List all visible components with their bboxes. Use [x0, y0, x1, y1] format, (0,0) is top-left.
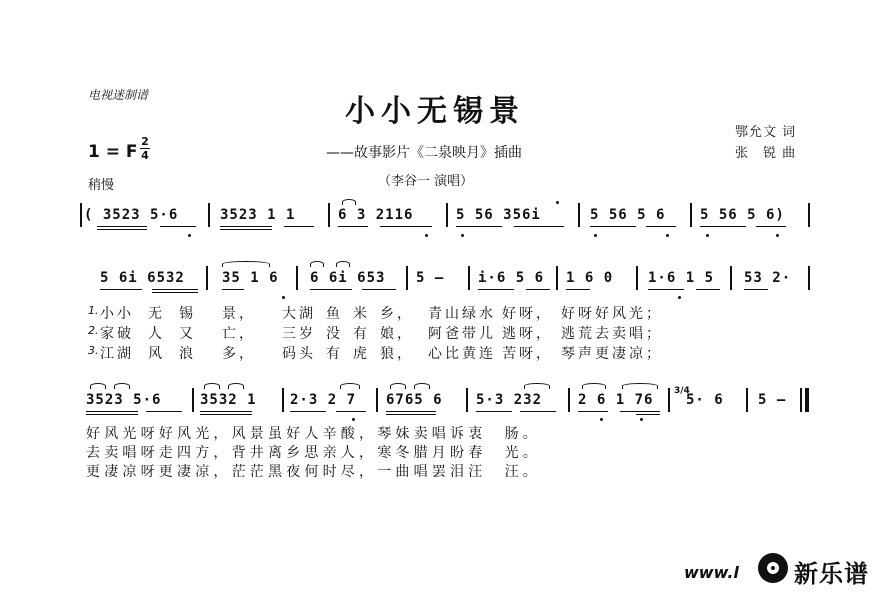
lyric-word: 青山绿水	[428, 306, 496, 322]
lyric-word: 逃呀，	[502, 326, 553, 342]
barline	[192, 388, 194, 412]
lyric-word: 人	[148, 326, 165, 342]
lyric-v3-line3: 更凄凉呀更凄凉，茫茫黑夜何时尽，一曲唱罢泪汪 汪。	[86, 464, 541, 480]
barline	[746, 388, 748, 412]
beam	[478, 289, 514, 290]
key-signature: 1 = F	[88, 142, 138, 162]
octave-dot	[776, 234, 779, 237]
beam	[566, 289, 590, 290]
line3-bar-4: 6765 6	[386, 392, 443, 408]
barline	[80, 203, 82, 227]
source-note: 电视迷制谱	[88, 88, 149, 102]
beam	[386, 414, 436, 415]
slur	[390, 383, 406, 389]
barline	[808, 203, 810, 227]
line2-bar-8: 53 2·	[744, 270, 792, 286]
lyric-word: 逃荒去卖	[561, 326, 629, 342]
beam	[526, 289, 550, 290]
lyric-word: 虎	[353, 346, 370, 362]
beam	[284, 226, 314, 227]
beam	[160, 226, 196, 227]
octave-dot	[188, 234, 191, 237]
octave-dot	[594, 234, 597, 237]
beam	[520, 411, 556, 412]
slur	[414, 383, 430, 389]
beam	[380, 226, 432, 227]
octave-dot	[425, 234, 428, 237]
barline	[376, 388, 378, 412]
time-signature-top: 2	[141, 135, 149, 148]
intro-bar-6: 5 56 5 6)	[700, 207, 785, 223]
beam	[744, 289, 768, 290]
lyric-v3	[100, 343, 663, 363]
site-url[interactable]: www.l	[684, 563, 739, 582]
line3-bar-3: 2·3 2 7	[290, 392, 357, 408]
barline	[296, 266, 298, 290]
line3-bar-2: 3532 1	[200, 392, 257, 408]
octave-dot	[556, 201, 559, 204]
intro-bar-5: 5 56 5 6	[590, 207, 666, 223]
singer-credit: （李谷一 演唱）	[378, 174, 474, 189]
brand-logo-text: 新乐谱	[794, 560, 869, 588]
beam	[86, 411, 138, 412]
lyric-word: 锡	[179, 306, 196, 322]
beam	[220, 226, 272, 227]
barline	[556, 266, 558, 290]
barline	[568, 388, 570, 412]
lyric-word: 好呀好风	[561, 306, 629, 322]
barline	[206, 266, 208, 290]
intro-bar-1: ( 3523 5·6	[84, 207, 179, 223]
verse-number: 2.	[88, 324, 99, 337]
octave-dot	[282, 296, 285, 299]
lyric-word: 乡，	[380, 306, 414, 322]
slur	[582, 383, 606, 389]
line3-bar-5: 5·3 232	[476, 392, 543, 408]
slur	[310, 261, 324, 267]
beam	[146, 411, 182, 412]
slur	[204, 383, 220, 389]
lyric-word: 亡，	[222, 326, 256, 342]
beam	[696, 289, 720, 290]
composer-credit: 张 锐 曲	[735, 146, 797, 161]
beam	[636, 414, 660, 415]
lyric-word: 米	[353, 306, 370, 322]
lyric-word: 鱼	[326, 306, 343, 322]
beam	[310, 289, 352, 290]
barline	[328, 203, 330, 227]
beam	[578, 411, 608, 412]
octave-dot	[640, 418, 643, 421]
lyric-word: 心比黄连	[428, 346, 496, 362]
slur	[622, 383, 658, 389]
octave-dot	[600, 418, 603, 421]
beam	[200, 411, 252, 412]
line3-bar-8: 5 –	[758, 392, 787, 408]
lyric-word: 风	[148, 346, 165, 362]
song-subtitle: ——故事影片《二泉映月》插曲	[326, 145, 522, 161]
lyric-word: 苦呀，	[502, 346, 553, 362]
slur	[340, 383, 360, 389]
song-title: 小小无锡景	[345, 94, 525, 129]
lyric-word: 唱；	[629, 326, 663, 342]
beam	[646, 226, 676, 227]
beam	[362, 289, 396, 290]
lyric-word: 浪	[179, 346, 196, 362]
line3-bar-7: 5· 6	[686, 392, 724, 408]
beam	[152, 289, 198, 290]
barline	[446, 203, 448, 227]
barline	[208, 203, 210, 227]
time-signature	[140, 136, 150, 161]
lyric-word: 有	[326, 346, 343, 362]
intro-bar-2: 3523 1 1	[220, 207, 296, 223]
beam	[590, 226, 636, 227]
lyric-word: 三岁	[282, 326, 316, 342]
time-signature-bottom: 4	[141, 149, 149, 163]
intro-bar-4: 5 56 356i	[456, 207, 541, 223]
beam	[338, 226, 368, 227]
verse-number: 3.	[88, 344, 99, 357]
beam	[386, 411, 436, 412]
barline	[466, 388, 468, 412]
octave-dot	[352, 418, 355, 421]
line3-bar-6: 2 6 1 76	[578, 392, 654, 408]
beam	[97, 229, 147, 230]
lyric-word: 码头	[282, 346, 316, 362]
barline	[800, 388, 802, 412]
beam	[200, 414, 252, 415]
intro-bar-3: 6 3 2116	[338, 207, 414, 223]
lyric-word: 多，	[222, 346, 256, 362]
line2-bar-1: 5 6i 6532	[100, 270, 185, 286]
lyric-word: 无	[148, 306, 165, 322]
vinyl-record-icon	[758, 553, 788, 583]
slur	[228, 383, 244, 389]
lyric-word: 家破	[100, 326, 134, 342]
barline	[668, 388, 670, 412]
lyric-word: 有	[353, 326, 370, 342]
beam	[220, 229, 272, 230]
barline	[282, 388, 284, 412]
barline	[690, 203, 692, 227]
barline	[578, 203, 580, 227]
barline	[636, 266, 638, 290]
lyric-word: 凉；	[629, 346, 663, 362]
beam	[514, 226, 564, 227]
lyric-word: 狼，	[380, 346, 414, 362]
beam	[648, 289, 684, 290]
beam	[222, 289, 244, 290]
barline	[468, 266, 470, 290]
barline	[808, 266, 810, 290]
octave-dot	[706, 234, 709, 237]
slur	[90, 383, 106, 389]
barline	[406, 266, 408, 290]
beam	[97, 226, 147, 227]
lyric-word: 江湖	[100, 346, 134, 362]
line2-bar-7: 1·6 1 5	[648, 270, 715, 286]
lyric-v2	[100, 323, 663, 343]
vinyl-hole	[771, 566, 775, 570]
lyric-word: 娘，	[380, 326, 414, 342]
line2-bar-4: 5 –	[416, 270, 445, 286]
slur	[336, 261, 350, 267]
line2-bar-5: i·6 5 6	[478, 270, 545, 286]
beam	[290, 411, 326, 412]
lyric-word: 光；	[629, 306, 663, 322]
lyric-word: 没	[326, 326, 343, 342]
beam	[476, 411, 512, 412]
line2-bar-3: 6 6i 653	[310, 270, 386, 286]
barline	[730, 266, 732, 290]
beam	[86, 414, 138, 415]
line3-bar-1: 3523 5·6	[86, 392, 162, 408]
beam	[456, 226, 502, 227]
lyric-word: 阿爸带儿	[428, 326, 496, 342]
beam	[756, 226, 786, 227]
octave-dot	[666, 234, 669, 237]
lyric-v1	[100, 303, 663, 323]
beam	[700, 226, 746, 227]
slur	[114, 383, 130, 389]
lyric-word: 好呀，	[502, 306, 553, 322]
lyric-v1-line3: 好风光呀好风光，风景虽好人辛酸，琴妹卖唱诉衷 肠。	[86, 426, 541, 442]
tempo-marking: 稍慢	[88, 178, 115, 193]
lyric-word: 琴声更凄	[561, 346, 629, 362]
final-barline	[805, 388, 809, 412]
verse-number: 1.	[88, 304, 99, 317]
lyricist-credit: 鄂允文 词	[735, 125, 797, 140]
line2-bar-6: 1 6 0	[566, 270, 614, 286]
lyric-word: 景，	[222, 306, 256, 322]
slur	[524, 383, 550, 389]
slur	[222, 261, 270, 267]
octave-dot	[678, 296, 681, 299]
beam	[336, 411, 366, 412]
beam	[620, 411, 660, 412]
beam	[100, 289, 142, 290]
lyric-word: 大湖	[282, 306, 316, 322]
lyric-word: 又	[179, 326, 196, 342]
lyric-v2-line3: 去卖唱呀走四方，背井离乡思亲人，寒冬腊月盼春 光。	[86, 445, 541, 461]
octave-dot	[461, 234, 464, 237]
beam	[152, 292, 198, 293]
time-change: 3/4	[674, 386, 690, 396]
lyric-word: 小小	[100, 306, 134, 322]
slur	[342, 199, 356, 205]
line2-bar-2: 35 1 6	[222, 270, 279, 286]
